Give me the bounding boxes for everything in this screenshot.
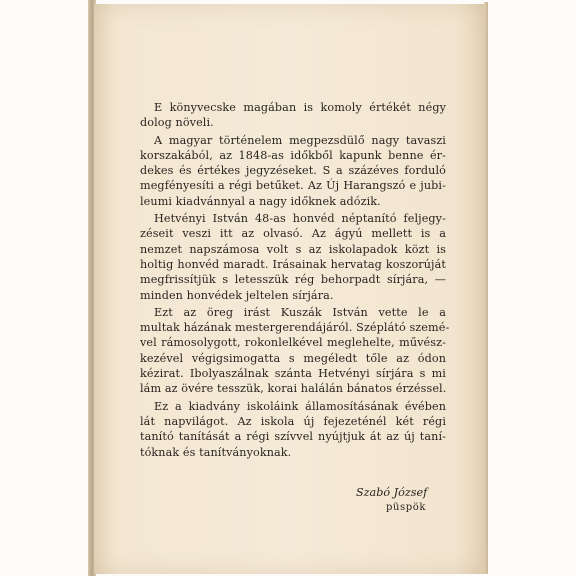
text-line: multak házának mestergerendájáról. Széplátó szemé- — [140, 321, 450, 335]
text-line: leumi kiadvánnyal a nagy időknek adózik. — [140, 194, 381, 208]
text-line: lát napvilágot. Az iskola új fejezeténél két régi — [140, 414, 446, 428]
body-text — [140, 100, 450, 462]
text-line: tóknak és tanítványoknak. — [140, 445, 292, 459]
text-line: zéseit veszi itt az olvasó. Az ágyú mellett is a — [140, 227, 446, 241]
text-line: Ez a kiadvány iskoláink államosításának évében — [154, 399, 446, 413]
text-line: minden honvédek jeltelen sírjára. — [140, 288, 334, 302]
text-line: A magyar történelem megpezsdülő nagy tavaszi — [154, 133, 446, 147]
text-line: korszakából, az 1848-as időkből kapunk benne ér- — [140, 148, 446, 162]
text-line: kezével végigsimogatta s megéledt tőle az ódon — [140, 351, 446, 365]
text-line: dekes és értékes jegyzéseket. S a százéves forduló — [140, 164, 446, 178]
text-line: lám az övére tesszük, korai halálán bánatos érzéssel. — [140, 382, 447, 396]
paragraph-5 — [140, 399, 446, 460]
text-line: dolog növeli. — [140, 116, 214, 130]
text-line: Ezt az öreg irást Kuszák István vette le a — [154, 305, 446, 319]
text-line: Hetvényi István 48-as honvéd néptanító feljegy- — [154, 212, 446, 226]
text-line: megfrissítjük s letesszük rég behorpadt sírjára, — — [140, 273, 446, 287]
text-line: nemzet napszámosa volt s az iskolapadok közt is — [140, 242, 446, 256]
paragraph-4 — [140, 305, 450, 397]
page-right-edge — [484, 2, 488, 574]
paragraph-2 — [140, 133, 446, 209]
text-line: tanító tanítását a régi szívvel nyújtjuk át az új taní- — [140, 430, 446, 444]
text-line: vel rámosolygott, rokonlelkével meglehelte, művész- — [140, 336, 446, 350]
paragraph-3 — [140, 211, 446, 303]
signature-title: püspök — [386, 502, 427, 513]
text-line: kézirat. Ibolyaszálnak szánta Hetvényi sírjára s mi — [140, 367, 446, 381]
text-line: E könyvecske magában is komoly értékét négy — [154, 101, 446, 114]
text-line: holtig honvéd maradt. Irásainak hervatag koszorúját — [140, 257, 446, 271]
paragraph-1 — [140, 100, 446, 131]
text-line: megfényesíti a régi betűket. Az Új Harangszó e jubi- — [140, 179, 446, 193]
signature-name: Szabó József — [356, 486, 428, 499]
